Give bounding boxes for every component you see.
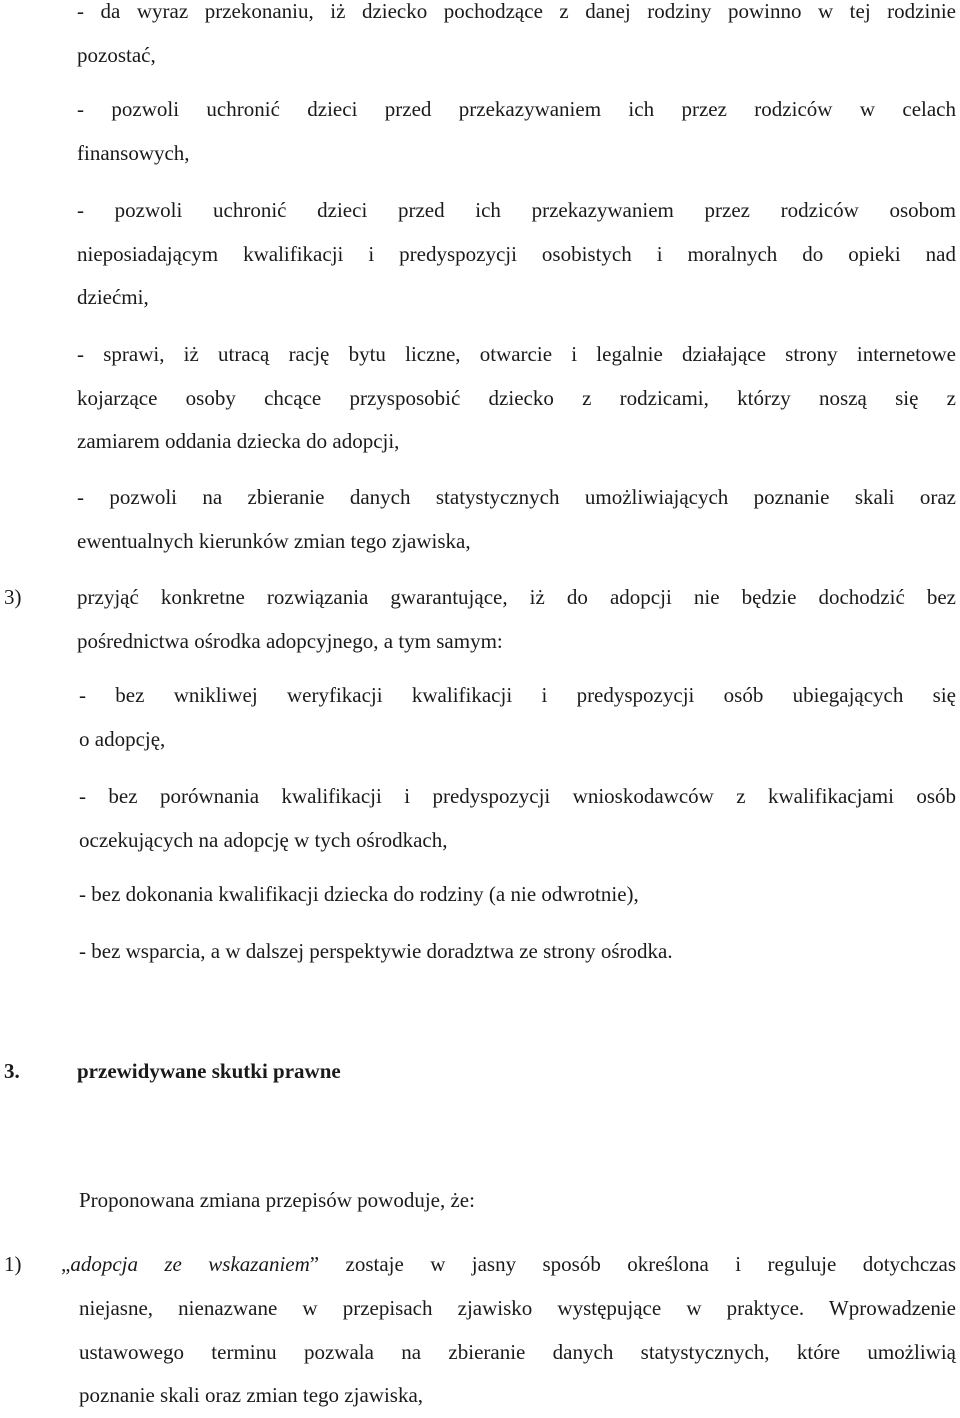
text-line: - pozwoli uchronić dzieci przed przekazywaniem ich przez rodziców w celach: [77, 97, 956, 121]
bullet-family-stay: [77, 0, 956, 77]
text-line: poznanie skali oraz zmian tego zjawiska,: [79, 1383, 424, 1407]
bullet-support: [79, 930, 956, 974]
text-line: pozostać,: [77, 42, 156, 67]
text-line: pośrednictwa ośrodka adopcyjnego, a tym samym:: [77, 628, 503, 653]
text-line: o adopcję,: [79, 726, 166, 751]
bullet-websites: [77, 333, 956, 464]
text-line: - sprawi, iż utracą rację bytu liczne, otwarcie i legalnie działające strony internetowe: [77, 342, 956, 366]
text-line: nieposiadającym kwalifikacji i predyspozycji osobistych i moralnych do opieki nad: [77, 241, 956, 266]
bullet-financial: [77, 88, 956, 175]
text-line: przyjąć konkretne rozwiązania gwarantujące, iż do adopcji nie będzie dochodzić bez: [77, 585, 956, 609]
quoted-term: adopcja ze wskazaniem: [70, 1252, 310, 1276]
bullet-comparison: [79, 775, 956, 862]
item1-first-line-rest: zostaje w jasny sposób określona i reguluje dotychczas: [345, 1252, 956, 1276]
intro-text: [79, 1179, 956, 1223]
text-line: kojarzące osoby chcące przysposobić dziecko z rodzicami, którzy noszą się z: [77, 385, 956, 410]
text-line: ewentualnych kierunków zmian tego zjawiska,: [77, 528, 471, 553]
text-line: - da wyraz przekonaniu, iż dziecko pochodzące z danej rodziny powinno w tej rodzinie: [77, 0, 956, 23]
text-line: niejasne, nienazwane w przepisach zjawisko występujące w praktyce. Wprowadzenie: [79, 1296, 956, 1320]
item1-text: [79, 1287, 956, 1418]
text-line: [61, 1243, 956, 1287]
section-number: 3.: [4, 1059, 20, 1083]
text-line: zamiarem oddania dziecka do adopcji,: [77, 429, 400, 453]
text-line: ustawowego terminu pozwala na zbieranie danych statystycznych, które umożliwią: [79, 1339, 956, 1364]
text-line: - bez wsparcia, a w dalszej perspektywie doradztwa ze strony ośrodka.: [79, 939, 673, 963]
text-line: finansowych,: [77, 140, 190, 165]
text-line: - pozwoli na zbieranie danych statystycznych umożliwiających poznanie skali oraz: [77, 485, 956, 509]
text-line: - bez porównania kwalifikacji i predyspozycji wnioskodawców z kwalifikacjami osób: [79, 784, 956, 808]
bullet-unqualified: [77, 189, 956, 320]
item1-first-line: [61, 1243, 956, 1287]
text-line: - bez wnikliwej weryfikacji kwalifikacji i predyspozycji osób ubiegających się: [79, 683, 956, 707]
section-title: przewidywane skutki prawne: [77, 1059, 341, 1083]
item-number: 1): [4, 1252, 22, 1276]
bullet-qualification: [79, 873, 956, 917]
bullet-verification: [79, 674, 956, 761]
text-line: - pozwoli uchronić dzieci przed ich przekazywaniem przez rodziców osobom: [77, 198, 956, 222]
text-line: oczekujących na adopcję w tych ośrodkach,: [79, 827, 448, 852]
text-line: Proponowana zmiana przepisów powoduje, że:: [79, 1188, 475, 1212]
quote-mark-close: ”: [309, 1252, 320, 1276]
quote-mark-open: „: [61, 1252, 71, 1276]
item3-text: [77, 576, 956, 663]
bullet-statistics: [77, 476, 956, 563]
text-line: dziećmi,: [77, 285, 149, 309]
text-line: - bez dokonania kwalifikacji dziecka do rodziny (a nie odwrotnie),: [79, 882, 639, 906]
item-number: 3): [4, 585, 22, 609]
